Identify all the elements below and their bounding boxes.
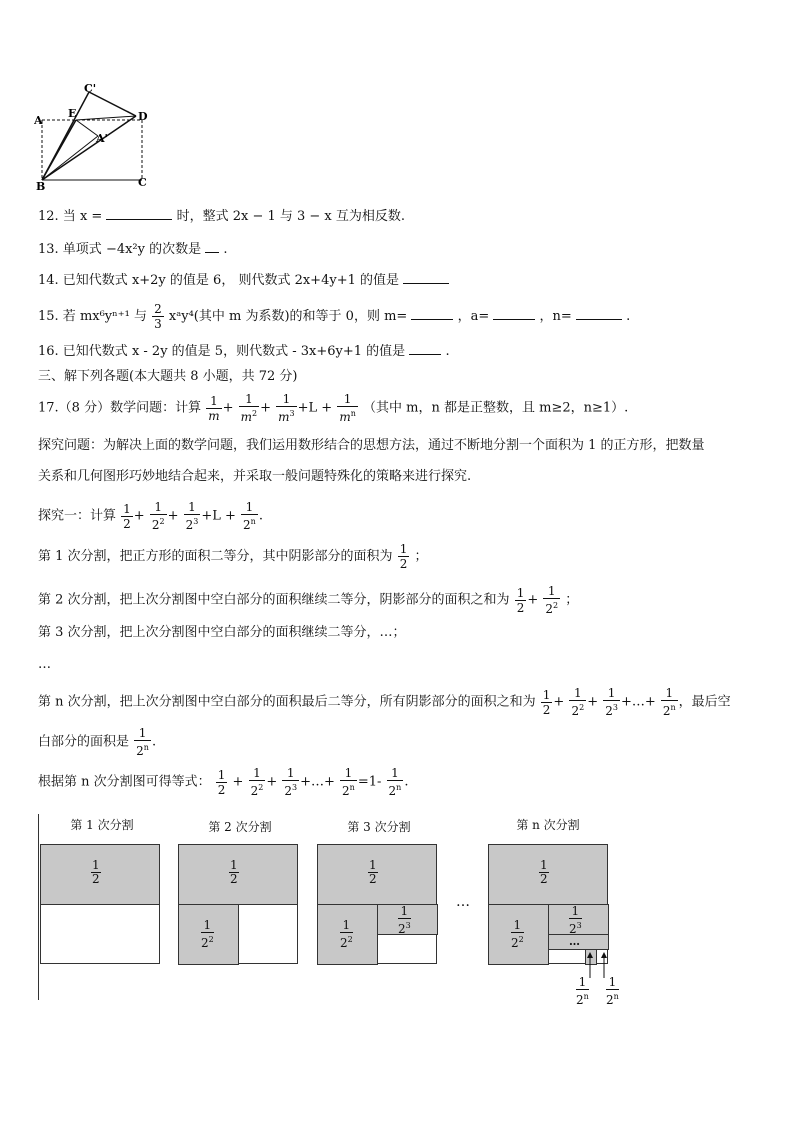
margin-rule (38, 814, 39, 1000)
ellipsis: … (38, 657, 51, 672)
question-14: 14. 已知代数式 x+2y 的值是 6， 则代数式 2x+4y+1 的值是 (38, 271, 449, 290)
explore-line-2: 关系和几何图形巧妙地结合起来，并采取一般问题特殊化的策略来进行探究. (38, 469, 472, 484)
figure-dots: … (456, 894, 470, 910)
probe-one: 探究一：计算 $\frac{1}{2}$ + $\frac{1}{2^2}$ + $\frac{1}{2^3}$ +L + $\frac{1}{2^n}$ . (38, 500, 263, 532)
label-d: D (138, 110, 148, 123)
caption-1: 第 1 次分割 (70, 818, 134, 832)
question-17-head: 17.（8 分）数学问题：计算 $\frac{1}{m}$ + $\frac{1}{m^2}$ + $\frac{1}{m^3}$ +L + $\frac{1}{m^n}$ （其中 m，n 都是正整数，且 m≥2，n≥1）. (38, 392, 629, 424)
figure-1: $\frac{1}{2}$ (40, 844, 160, 964)
caption-3: 第 3 次分割 (347, 820, 411, 834)
conclusion: 根据第 n 次分割图可得等式： $\frac{1}{2}$ + $\frac{1}{2^2}$ + $\frac{1}{2^3}$ +…+ $\frac{1}{2^n}$ =1- $\frac{1}{2^n}$ . (38, 766, 409, 798)
question-16: 16. 已知代数式 x - 2y 的值是 5，则代数式 - 3x+6y+1 的值是 . (38, 344, 450, 359)
figure-3: $\frac{1}{2}$ $\frac{1}{2^2}$ $\frac{1}{2^3}$ (317, 844, 437, 964)
figure-2: $\frac{1}{2}$ $\frac{1}{2^2}$ (178, 844, 298, 964)
question-13: 13. 单项式 −4x²y 的次数是 . (38, 242, 228, 257)
answer-blank-m[interactable] (411, 307, 453, 320)
section-heading: 三、解下列各题(本大题共 8 小题，共 72 分) (38, 369, 298, 384)
answer-blank-n[interactable] (576, 307, 622, 320)
question-12: 12. 当 x = 时，整式 2x − 1 与 3 − x 互为相反数. (38, 209, 406, 224)
label-1-over-2n-a: $\frac{1}{2^n}$ (576, 975, 589, 1007)
explore-line-1: 探究问题：为解决上面的数学问题，我们运用数形结合的思想方法，通过不断地分割一个面积为 1 的正方形，把数量 (38, 438, 705, 453)
caption-2: 第 2 次分割 (208, 820, 272, 834)
answer-blank[interactable] (403, 271, 449, 284)
label-1-over-2n-b: $\frac{1}{2^n}$ (606, 975, 619, 1007)
answer-blank[interactable] (409, 342, 441, 355)
label-a-prime: A' (96, 132, 108, 145)
step-1: 第 1 次分割，把正方形的面积二等分，其中阴影部分的面积为 $\frac{1}{2}$ ； (38, 542, 428, 571)
caption-n: 第 n 次分割 (516, 818, 580, 832)
label-a: A (34, 114, 43, 127)
geometry-figure (34, 82, 164, 192)
fraction: $\frac{2}{3}$ (154, 302, 162, 331)
step-3: 第 3 次分割，把上次分割图中空白部分的面积继续二等分，…； (38, 625, 406, 640)
label-c-prime: C' (84, 82, 97, 95)
question-15: 15. 若 mx⁶yⁿ⁺¹ 与 $\frac{2}{3}$ xᵃy⁴(其中 m 为系数)的和等于 0，则 m= ，a= ，n= . (38, 302, 631, 331)
label-c: C (138, 176, 147, 189)
answer-blank-a[interactable] (493, 307, 535, 320)
answer-blank[interactable] (106, 207, 172, 220)
step-n: 第 n 次分割，把上次分割图中空白部分的面积最后二等分，所有阴影部分的面积之和为 $\frac{1}{2}$ + $\frac{1}{2^2}$ + $\frac{1}{2^3}$ +…+ $\frac{1}{2^n}$ ，最后空 (38, 686, 731, 718)
step-n-cont: 白部分的面积是 $\frac{1}{2^n}$ . (38, 726, 157, 758)
figure-n: $\frac{1}{2}$ $\frac{1}{2^2}$ $\frac{1}{2^3}$ … (488, 844, 608, 964)
label-b: B (36, 180, 46, 192)
label-e: E (68, 107, 77, 120)
answer-blank[interactable] (205, 240, 219, 253)
step-2: 第 2 次分割，把上次分割图中空白部分的面积继续二等分，阴影部分的面积之和为 $\frac{1}{2}$ + $\frac{1}{2^2}$ ； (38, 584, 579, 616)
